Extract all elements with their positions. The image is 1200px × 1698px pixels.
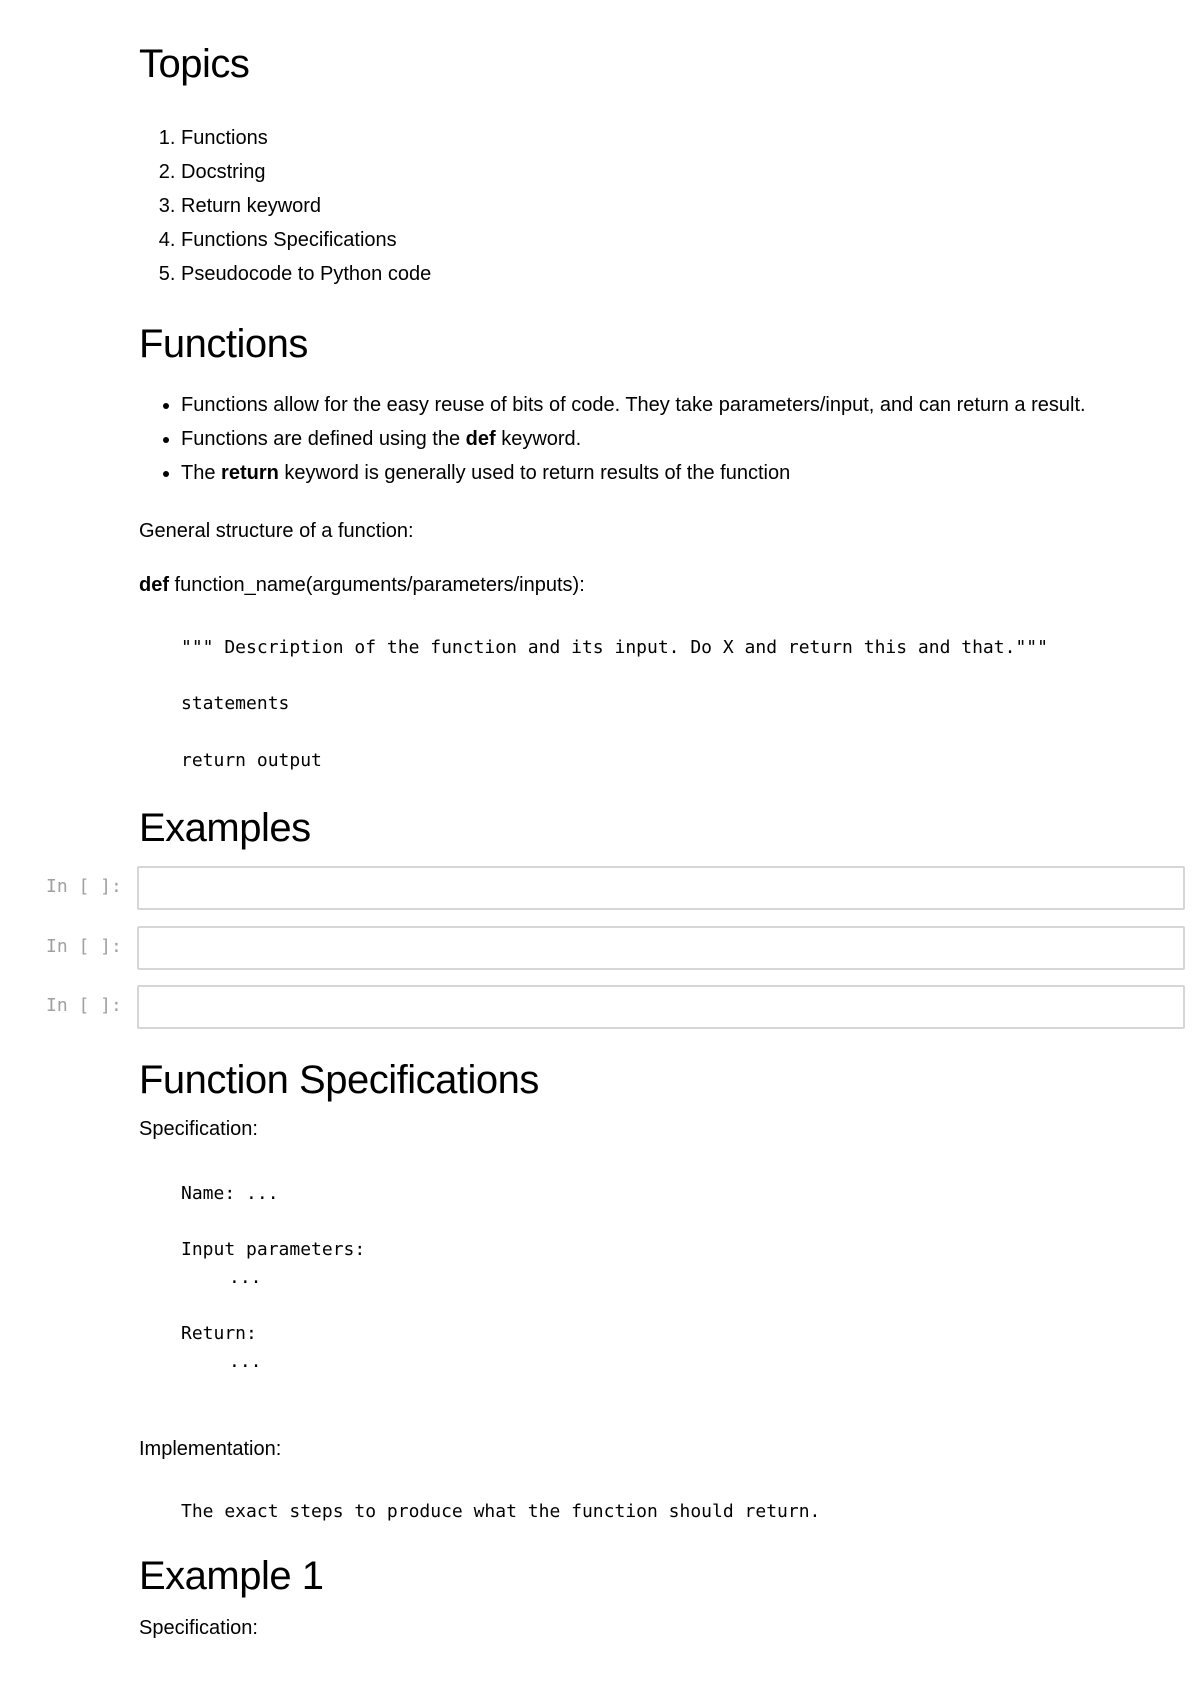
cell-prompt: In [ ]: (46, 876, 122, 897)
spec-name-code: Name: ... (181, 1183, 279, 1204)
code-cell-input[interactable] (137, 926, 1185, 970)
return-code: return output (181, 750, 322, 771)
bullet-text: Functions are defined using the (181, 428, 466, 450)
example1-spec-label: Specification: (139, 1617, 258, 1639)
examples-heading: Examples (139, 806, 311, 850)
spec-input-code: Input parameters: (181, 1239, 366, 1260)
spec-return-code: Return: (181, 1323, 257, 1344)
bullet-text: The (181, 462, 222, 484)
topics-item: 1. Functions (181, 121, 1179, 155)
return-keyword: return (221, 462, 279, 484)
impl-label: Implementation: (139, 1438, 282, 1460)
bullet-text: keyword. (495, 428, 582, 450)
code-cell (0, 866, 1200, 910)
input-dots: ... (229, 1267, 262, 1288)
specifications-heading: Function Specifications (139, 1058, 539, 1102)
functions-bullets (139, 388, 1179, 490)
def-keyword: def (465, 428, 496, 450)
functions-bullets-cell (139, 388, 1179, 490)
topics-list-cell (139, 121, 1179, 291)
spec-label-cell (139, 1112, 1179, 1146)
example1-spec-cell (139, 1611, 1179, 1645)
structure-label: General structure of a function: (139, 520, 414, 542)
topics-item: 3. Return keyword (181, 189, 1179, 223)
impl-label-cell (139, 1432, 1179, 1466)
functions-heading: Functions (139, 322, 308, 366)
functions-bullet (181, 388, 1179, 422)
impl-code: The exact steps to produce what the function should return. (181, 1501, 821, 1522)
return-dots: ... (229, 1351, 262, 1372)
spec-label: Specification: (139, 1118, 258, 1140)
functions-bullet (181, 422, 1179, 456)
code-cell (0, 985, 1200, 1029)
cell-prompt: In [ ]: (46, 995, 122, 1016)
def-signature-text: function_name(arguments/parameters/inputs): (169, 574, 585, 596)
statements-code: statements (181, 693, 290, 714)
code-cell (0, 926, 1200, 970)
functions-bullet (181, 456, 1179, 490)
def-signature (139, 568, 1179, 602)
def-signature-cell (139, 568, 1179, 602)
bullet-text: Functions allow for the easy reuse of bits of code. They take parameters/input, and can return a result. (181, 394, 1086, 416)
spec-input-dots (181, 1264, 262, 1292)
topics-item: 4. Functions Specifications (181, 223, 1179, 257)
spec-return-dots (181, 1348, 262, 1376)
topics-item: 2. Docstring (181, 155, 1179, 189)
def-keyword: def (139, 574, 169, 596)
code-cell-input[interactable] (137, 866, 1185, 910)
code-cell-input[interactable] (137, 985, 1185, 1029)
bullet-text: keyword is generally used to return results of the function (278, 462, 791, 484)
example1-heading: Example 1 (139, 1554, 324, 1598)
docstring-code: """ Description of the function and its input. Do X and return this and that.""" (181, 637, 1048, 658)
topics-heading: Topics (139, 42, 250, 86)
cell-prompt: In [ ]: (46, 936, 122, 957)
topics-list (139, 121, 1179, 291)
structure-label-cell (139, 514, 1179, 548)
topics-item: 5. Pseudocode to Python code (181, 257, 1179, 291)
